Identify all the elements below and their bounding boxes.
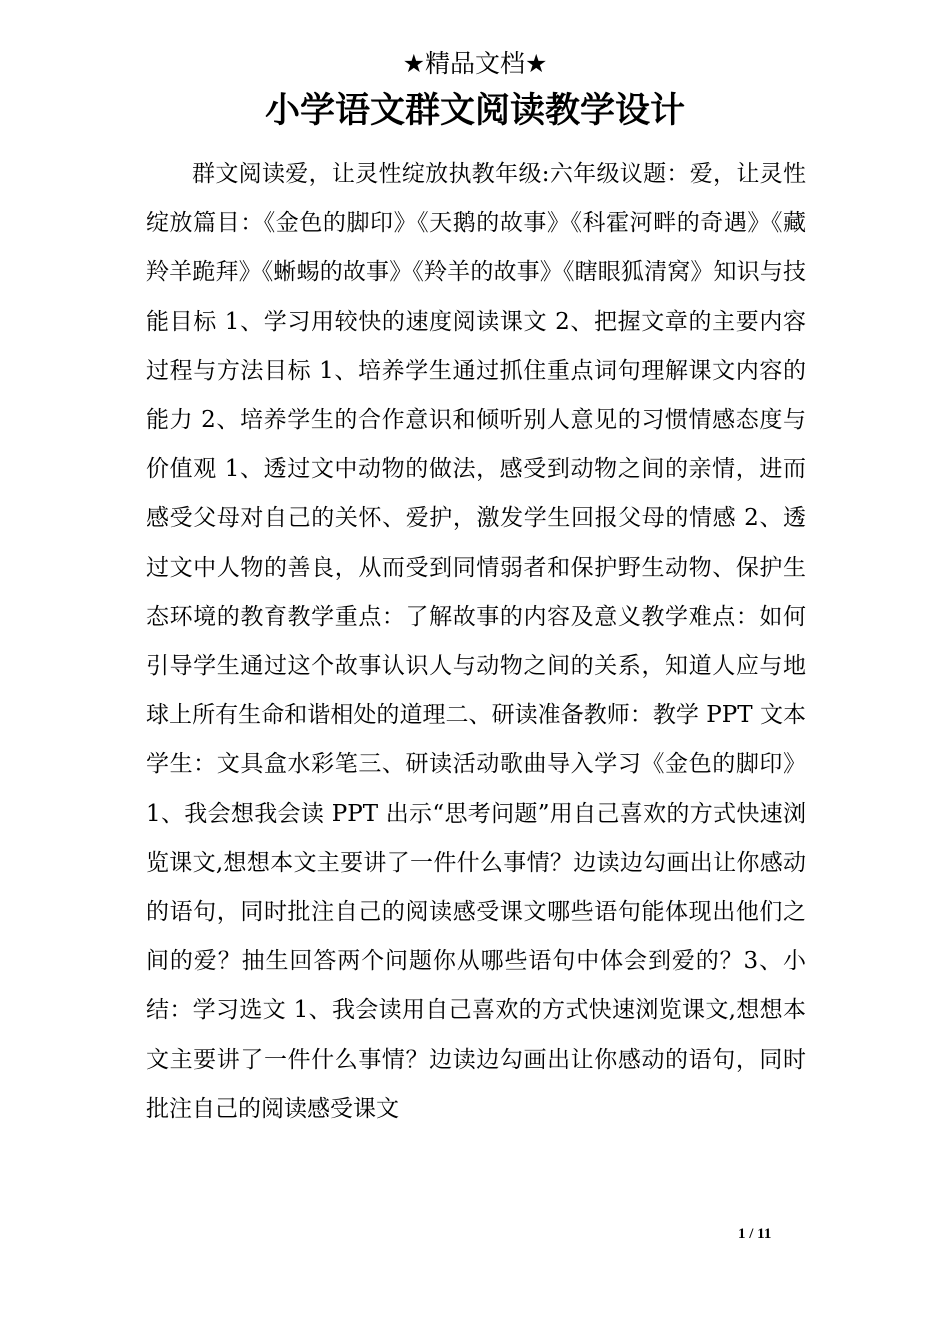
header-mark: ★精品文档★ bbox=[402, 49, 548, 78]
page-number: 1 / 11 bbox=[738, 1226, 772, 1242]
document-title: 小学语文群文阅读教学设计 bbox=[264, 90, 685, 131]
document-body-paragraph: 群文阅读爱，让灵性绽放执教年级:六年级议题：爱，让灵性绽放篇目：《金色的脚印》《天鹅的故事》《科霍河畔的奇遇》《藏羚羊跪拜》《蜥蜴的故事》《羚羊的故事》《瞎眼狐清窝》知识与技能目标 1、学习用较快的速度阅读课文 2、把握文章的主要内容过程与方法目标 1、培养学生通过抓住重点词句理解课文内容的能力 2、培养学生的合作意识和倾听别人意见的习惯情感态度与价值观 1、透过文中动物的做法，感受到动物之间的亲情，进而感受父母对自己的关怀、爱护，激发学生回报父母的情感 2、透过文中人物的善良，从而受到同情弱者和保护野生动物、保护生态环境的教育教学重点：了解故事的内容及意义教学难点：如何引导学生通过这个故事认识人与动物之间的关系，知道人应与地球上所有生命和谐相处的道理二、研读准备教师：教学 PPT 文本学生：文具盒水彩笔三、研读活动歌曲导入学习《金色的脚印》1、我会想我会读 PPT 出示“思考问题”用自己喜欢的方式快速浏览课文,想想本文主要讲了一件什么事情？边读边勾画出让你感动的语句，同时批注自己的阅读感受课文哪些语句能体现出他们之间的爱？抽生回答两个问题你从哪些语句中体会到爱的？3、小结：学习选文 1、我会读用自己喜欢的方式快速浏览课文,想想本文主要讲了一件什么事情？边读边勾画出让你感动的语句，同时批注自己的阅读感受课文 bbox=[146, 161, 806, 1122]
